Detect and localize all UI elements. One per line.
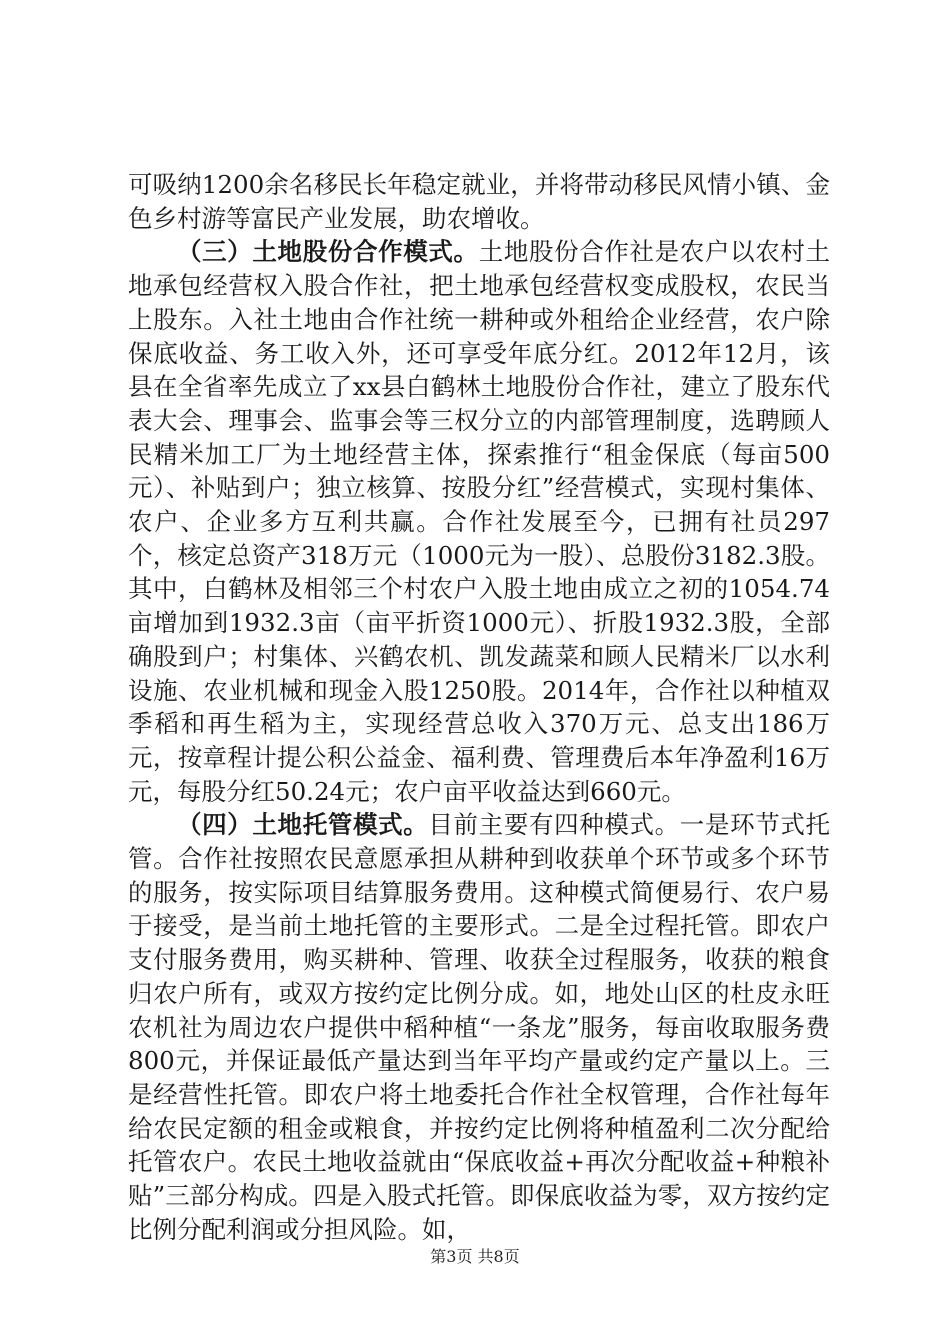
document-body: [128, 168, 830, 1247]
page-footer: [0, 1244, 950, 1267]
paragraph-section-3: [128, 235, 830, 808]
paragraph-text: 可吸纳1200余名移民长年稳定就业，并将带动移民风情小镇、金色乡村游等富民产业发展，助农增收。: [128, 170, 830, 233]
section-heading: （三）土地股份合作模式。: [177, 237, 479, 267]
page-number: 第3页 共8页: [430, 1247, 520, 1266]
paragraph-continuation: [128, 168, 830, 235]
paragraph-section-4: [128, 808, 830, 1246]
section-heading: （四）土地托管模式。: [177, 810, 429, 840]
paragraph-text: 土地股份合作社是农户以农村土地承包经营权入股合作社，把土地承包经营权变成股权，农民当上股东。入社土地由合作社统一耕种或外租给企业经营，农户除保底收益、务工收入外，还可享受年底分红。2012年12月，该县在全省率先成立了xx县白鹤林土地股份合作社，建立了股东代表大会、理事会、监事会等三权分立的内部管理制度，选聘顾人民精米加工厂为土地经营主体，探索推行“租金保底（每亩500元）、补贴到户；独立核算、按股分红”经营模式，实现村集体、农户、企业多方互利共赢。合作社发展至今，已拥有社员297个，核定总资产318万元（1000元为一股）、总股份3182.3股。其中，白鹤林及相邻三个村农户入股土地由成立之初的1054.74亩增加到1932.3亩（亩平折资1000元）、折股1932.3股，全部确股到户；村集体、兴鹤农机、凯发蔬菜和顾人民精米厂以水利设施、农业机械和现金入股1250股。2014年，合作社以种植双季稻和再生稻为主，实现经营总收入370万元、总支出186万元，按章程计提公积公益金、福利费、管理费后本年净盈利16万元，每股分红50.24元；农户亩平收益达到660元。: [128, 237, 831, 806]
paragraph-text: 目前主要有四种模式。一是环节式托管。合作社按照农民意愿承担从耕种到收获单个环节或多个环节的服务，按实际项目结算服务费用。这种模式简便易行、农户易于接受，是当前土地托管的主要形式。二是全过程托管。即农户支付服务费用，购买耕种、管理、收获全过程服务，收获的粮食归农户所有，或双方按约定比例分成。如，地处山区的杜皮永旺农机社为周边农户提供中稻种植“一条龙”服务，每亩收取服务费800元，并保证最低产量达到当年平均产量或约定产量以上。三是经营性托管。即农户将土地委托合作社全权管理，合作社每年给农民定额的租金或粮食，并按约定比例将种植盈利二次分配给托管农户。农民土地收益就由“保底收益+再次分配收益+种粮补贴”三部分构成。四是入股式托管。即保底收益为零，双方按约定比例分配利润或分担风险。如，: [128, 810, 831, 1244]
